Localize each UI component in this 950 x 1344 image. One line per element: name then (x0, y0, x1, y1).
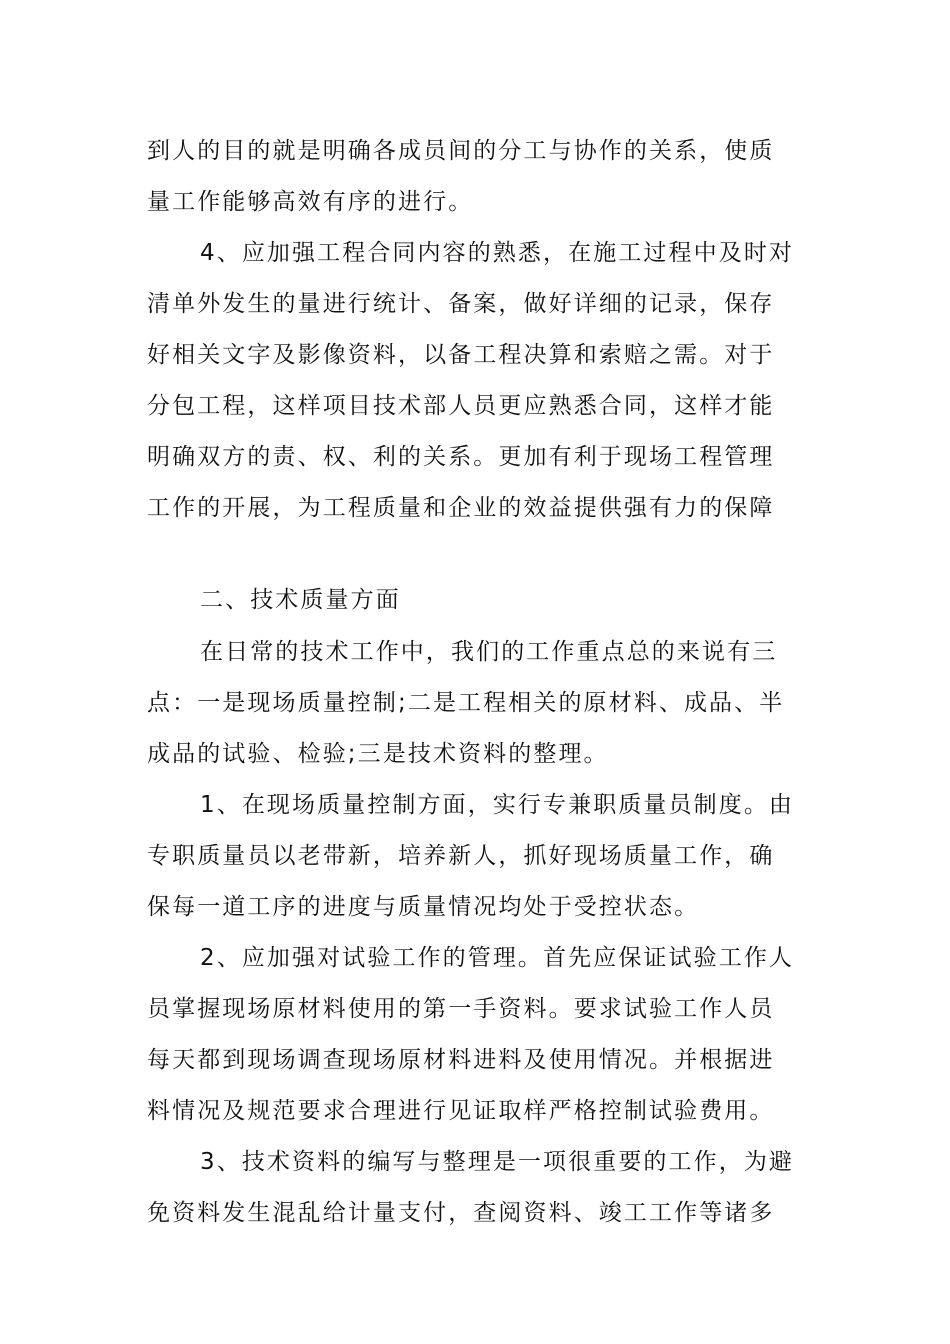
text-line: 免资料发生混乱给计量支付，查阅资料、竣工工作等诸多 (147, 1200, 775, 1226)
text-line: 每天都到现场调查现场原材料进料及使用情况。并根据进 (147, 1047, 775, 1073)
text-line: 工作的开展，为工程质量和企业的效益提供强有力的保障 (147, 495, 775, 521)
text-line: 成品的试验、检验;三是技术资料的整理。 (147, 741, 609, 767)
text-line: 到人的目的就是明确各成员间的分工与协作的关系，使质 (147, 138, 775, 164)
text-line: 明确双方的责、权、利的关系。更加有利于现场工程管理 (147, 444, 775, 470)
text-line: 1、在现场质量控制方面，实行专兼职质量员制度。由 (200, 792, 795, 818)
text-line: 分包工程，这样项目技术部人员更应熟悉合同，这样才能 (147, 393, 775, 419)
text-line: 点：一是现场质量控制;二是工程相关的原材料、成品、半 (147, 690, 785, 716)
text-line: 3、技术资料的编写与整理是一项很重要的工作，为避 (200, 1149, 795, 1175)
text-line: 保每一道工序的进度与质量情况均处于受控状态。 (147, 894, 700, 920)
text-line: 在日常的技术工作中，我们的工作重点总的来说有三 (200, 639, 778, 665)
text-line: 料情况及规范要求合理进行见证取样严格控制试验费用。 (147, 1098, 775, 1124)
text-line: 员掌握现场原材料使用的第一手资料。要求试验工作人员 (147, 996, 775, 1022)
text-line: 量工作能够高效有序的进行。 (147, 189, 474, 215)
text-line: 专职质量员以老带新，培养新人，抓好现场质量工作，确 (147, 843, 775, 869)
text-line: 清单外发生的量进行统计、备案，做好详细的记录，保存 (147, 291, 775, 317)
text-line: 2、应加强对试验工作的管理。首先应保证试验工作人 (200, 945, 795, 971)
text-line: 4、应加强工程合同内容的熟悉，在施工过程中及时对 (200, 240, 795, 266)
text-line: 好相关文字及影像资料，以备工程决算和索赔之需。对于 (147, 342, 775, 368)
section-heading: 二、技术质量方面 (200, 587, 401, 613)
